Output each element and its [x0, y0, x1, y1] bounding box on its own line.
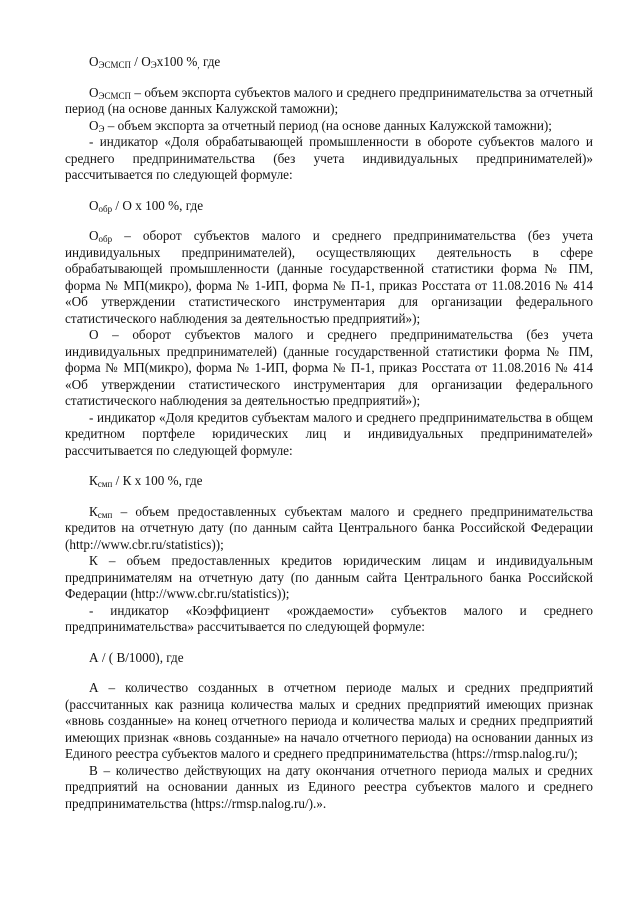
paragraph	[65, 410, 593, 460]
paragraph	[65, 85, 593, 118]
paragraph	[65, 228, 593, 327]
formula-line	[89, 650, 593, 667]
text-run: К	[89, 503, 98, 519]
formula-line	[89, 198, 593, 215]
formula-line	[89, 54, 593, 71]
text-run: А – количество созданных в отчетном периоде малых и средних предприятий (рассчитанных как разница количества малых и средних предприятий имеющих признак «вновь созданные» на конец отчетного периода и количества малых и средних предприятий имеющих признак «вновь созданные» на начало отчетного периода) на основании данных из Единого реестра субъектов малого и среднего предпринимательства (https://rmsp.nalog.ru/);	[65, 680, 593, 761]
subscript: ЭСМСП	[98, 60, 131, 70]
text-run: / О х 100 %, где	[112, 197, 204, 213]
subscript: смп	[97, 509, 113, 520]
text-run: / К х 100 %, где	[112, 473, 203, 488]
paragraph	[65, 603, 593, 636]
paragraph	[65, 504, 593, 554]
text-run: - индикатор «Коэффициент «рождаемости» субъектов малого и среднего предпринимательства» рассчитывается по следующей формуле:	[65, 602, 593, 634]
text-run: О	[89, 197, 99, 213]
text-run: А / ( В/1000), где	[89, 649, 184, 665]
text-run: – оборот субъектов малого и среднего предпринимательства (без учета индивидуальных предпринимателей), осуществляющих деятельность в сфере обрабатывающей промышленности (данные государственной статистики форма № ПМ, форма № МП(микро), форма № 1-ИП, форма № П-1, приказ Росстата от 11.08.2016 № 414 «Об утверждении статистического инструментария для организации федерального статистического наблюдения за деятельностью предприятий»);	[65, 228, 593, 326]
text-run: В – количество действующих на дату окончания отчетного периода малых и средних предприятий на основании данных из Единого реестра субъектов малого и среднего предпринимательства (https://rmsp.nalog.ru/).».	[65, 762, 593, 811]
text-run: - индикатор «Доля обрабатывающей промышленности в обороте субъектов малого и среднего предпринимательства (без учета индивидуальных предпринимателей)» рассчитывается по следующей формуле:	[65, 134, 593, 182]
subscript: ,	[197, 60, 200, 70]
text-run: О	[89, 117, 99, 133]
text-run: – объем предоставленных субъектам малого и среднего предпринимательства кредитов на отчетную дату (по данным сайта Центрального банка Российской Федерации (http://www.cbr.ru/statistics));	[65, 503, 593, 552]
text-run: О	[89, 228, 99, 243]
text-run: / О	[130, 54, 151, 69]
text-run: К	[89, 473, 98, 488]
paragraph	[65, 553, 593, 603]
subscript: Э	[150, 60, 157, 70]
paragraph	[65, 680, 593, 763]
text-run: х100 %	[156, 54, 198, 69]
paragraph	[65, 118, 593, 135]
subscript: обр	[98, 234, 113, 244]
text-run: – объем экспорта субъектов малого и среднего предпринимательства за отчетный период (на основе данных Калужской таможни);	[65, 84, 593, 116]
document-body	[65, 40, 593, 812]
text-run: К – объем предоставленных кредитов юридическим лицам и индивидуальным предпринимателям на отчетную дату (по данным сайта Центрального банка Российской Федерации (http://www.cbr.ru/statistics));	[65, 553, 593, 601]
text-run: где	[199, 54, 221, 69]
paragraph	[65, 763, 593, 813]
text-run: - индикатор «Доля кредитов субъектам малого и среднего предпринимательства в общем кредитном портфеле юридических лиц и индивидуальных предпринимателей» рассчитывается по следующей формуле:	[65, 409, 593, 458]
text-run: – объем экспорта за отчетный период (на основе данных Калужской таможни);	[104, 117, 552, 133]
formula-line	[89, 473, 593, 490]
subscript: Э	[98, 123, 105, 134]
subscript: смп	[97, 479, 113, 489]
paragraph	[65, 327, 593, 410]
subscript: ЭСМСП	[98, 90, 131, 101]
text-run: О	[89, 84, 99, 100]
subscript: обр	[98, 203, 113, 214]
text-run: О – оборот субъектов малого и среднего предпринимательства (без учета индивидуальных предпринимателей) (данные государственной статистики форма № ПМ, форма № МП(микро), форма № 1-ИП, форма № П-1, приказ Росстата от 11.08.2016 № 414 «Об утверждении статистического инструментария для организации федерального статистического наблюдения за деятельностью предприятий»);	[65, 327, 593, 408]
text-run: О	[89, 54, 99, 69]
paragraph	[65, 134, 593, 184]
